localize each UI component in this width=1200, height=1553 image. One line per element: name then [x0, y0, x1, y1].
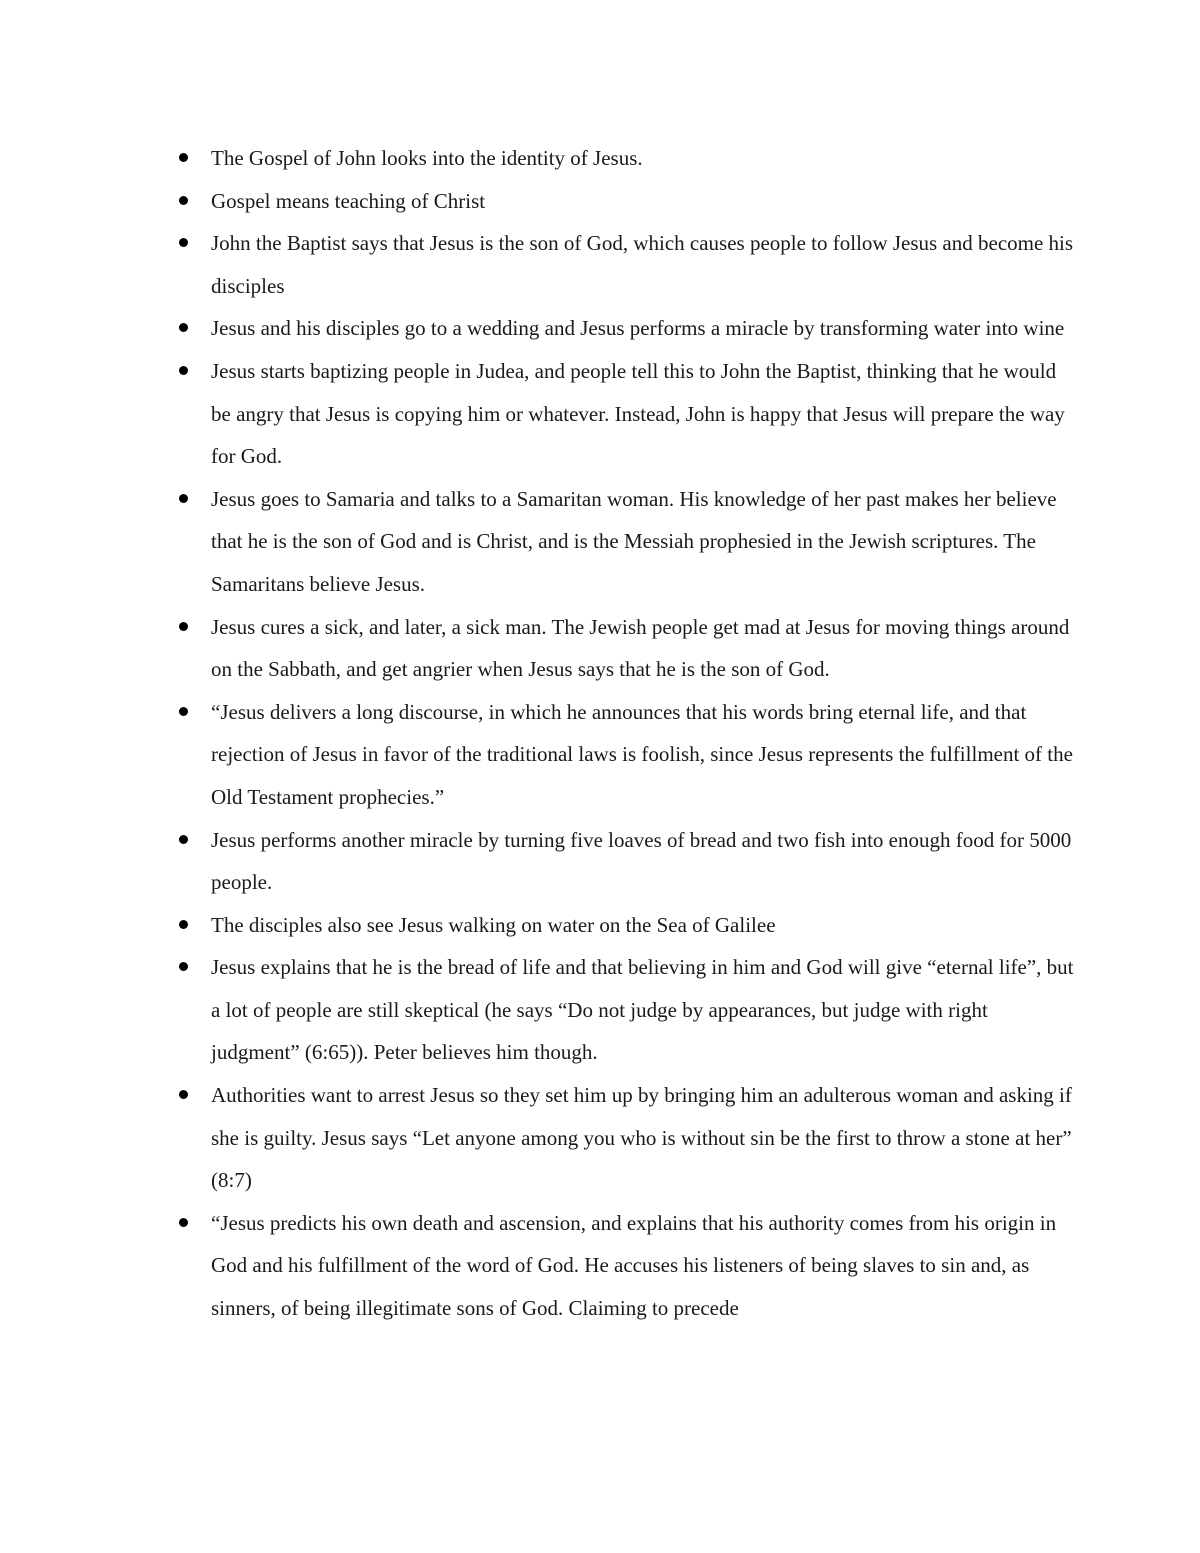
list-item-text: The Gospel of John looks into the identity of Jesus. — [211, 146, 643, 170]
bullet-icon — [179, 835, 188, 844]
bullet-icon — [179, 494, 188, 503]
list-item — [176, 478, 1076, 606]
bullet-list — [176, 137, 1076, 1330]
list-item-text: Gospel means teaching of Christ — [211, 188, 486, 213]
list-item — [176, 691, 1076, 819]
list-item — [176, 904, 1076, 947]
bullet-icon — [179, 707, 188, 716]
list-item-text: Jesus and his disciples go to a wedding and Jesus performs a miracle by transforming water into wine — [211, 316, 1065, 341]
list-item — [176, 1074, 1076, 1202]
list-item — [176, 222, 1076, 307]
list-item — [176, 946, 1076, 1074]
bullet-icon — [179, 920, 188, 929]
list-item-text: Jesus goes to Samaria and talks to a Samaritan woman. His knowledge of her past makes her believe that he is the son of God and is Christ, and is the Messiah prophesied in the Jewish scriptures. The Samaritans believe Jesus. — [211, 486, 1057, 596]
bullet-icon — [179, 323, 188, 332]
list-item — [176, 1202, 1076, 1330]
list-item-text: Jesus explains that he is the bread of life and that believing in him and God will give “eternal life”, but a lot of people are still skeptical (he says “Do not judge by appearances, but judge with right judgment” (6:65)). Peter believes him though. — [211, 955, 1074, 1065]
bullet-icon — [179, 622, 188, 631]
list-item — [176, 180, 1076, 223]
list-item-text: Jesus performs another miracle by turning five loaves of bread and two fish into enough food for 5000 people. — [211, 827, 1072, 895]
list-item — [176, 307, 1076, 350]
list-item-text: Jesus starts baptizing people in Judea, and people tell this to John the Baptist, thinking that he would be angry that Jesus is copying him or whatever. Instead, John is happy that Jesus will prepare the way for God. — [211, 358, 1065, 469]
list-item — [176, 137, 1076, 180]
list-item-text: “Jesus delivers a long discourse, in which he announces that his words bring eternal life, and that rejection of Jesus in favor of the traditional laws is foolish, since Jesus represents the fulfillment of the Old Testament prophecies.” — [211, 699, 1073, 809]
bullet-icon — [179, 366, 188, 375]
bullet-icon — [179, 238, 188, 247]
bullet-icon — [179, 153, 188, 162]
list-item-text: “Jesus predicts his own death and ascension, and explains that his authority comes from his origin in God and his fulfillment of the word of God. He accuses his listeners of being slaves to sin and, as sinners, of being illegitimate sons of God. Claiming to precede — [211, 1210, 1057, 1321]
list-item — [176, 606, 1076, 691]
list-item-text: Authorities want to arrest Jesus so they set him up by bringing him an adulterous woman and asking if she is guilty. Jesus says “Let anyone among you who is without sin be the first to throw a stone at her” (8:7) — [211, 1083, 1072, 1193]
list-item-text: Jesus cures a sick, and later, a sick man. The Jewish people get mad at Jesus for moving things around on the Sabbath, and get angrier when Jesus says that he is the son of God. — [211, 614, 1070, 682]
bullet-icon — [179, 1090, 188, 1099]
list-item — [176, 350, 1076, 478]
list-item — [176, 819, 1076, 904]
bullet-icon — [179, 962, 188, 971]
list-item-text: John the Baptist says that Jesus is the son of God, which causes people to follow Jesus and become his disciples — [211, 231, 1074, 298]
bullet-icon — [179, 1218, 188, 1227]
list-item-text: The disciples also see Jesus walking on water on the Sea of Galilee — [211, 912, 776, 937]
bullet-icon — [179, 196, 188, 205]
